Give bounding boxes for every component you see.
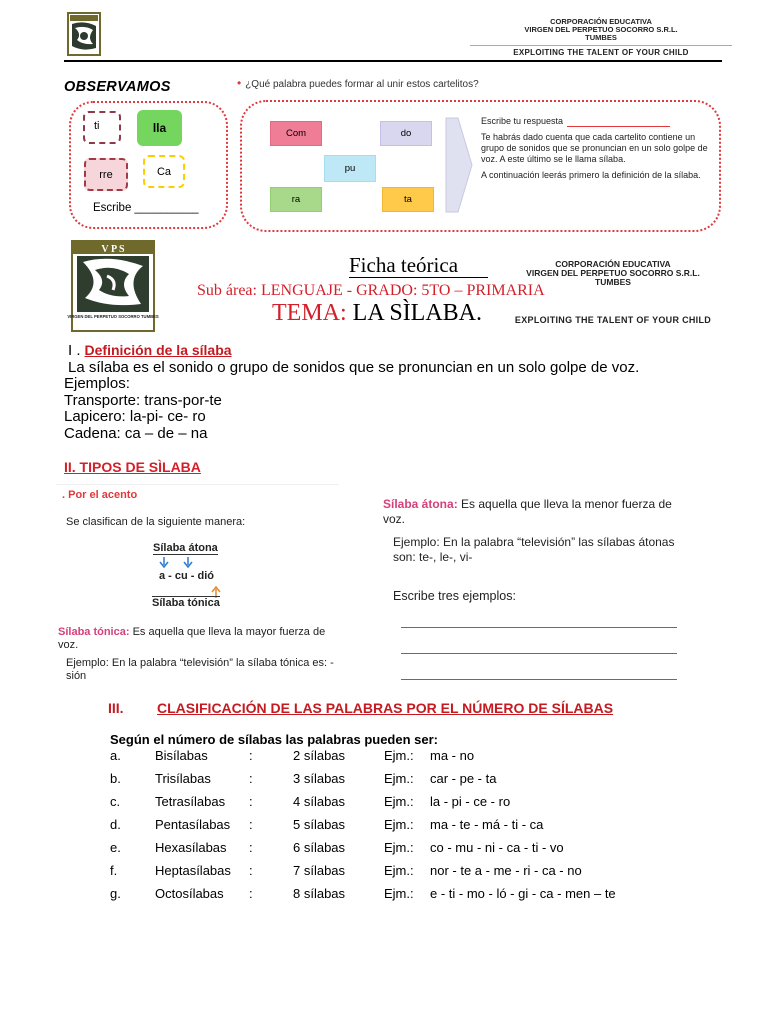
- row-letter: g.: [110, 886, 121, 901]
- row-ejm: Ejm.:: [384, 771, 414, 786]
- row-count: 2 sílabas: [293, 748, 346, 763]
- question: [237, 76, 479, 90]
- row-example: ma - no: [430, 748, 475, 763]
- row-example: ma - te - má - ti - ca: [430, 817, 544, 832]
- row-name: Octosílabas: [155, 886, 224, 901]
- arrow-right-icon: [444, 110, 474, 220]
- row-ejm: Ejm.:: [384, 748, 414, 763]
- down-arrows-icon: [158, 556, 198, 568]
- piece-pu: pu: [324, 155, 376, 182]
- ejemplo-item: Transporte: trans-por-te: [64, 391, 222, 409]
- row-name: Bisílabas: [155, 748, 208, 763]
- definicion-roman: I .: [68, 342, 81, 359]
- card-ca: Ca: [143, 155, 185, 188]
- table-row: [0, 886, 768, 904]
- row-example: e - ti - mo - ló - gi - ca - men – te: [430, 886, 616, 901]
- tipos-title: [64, 459, 201, 475]
- corp-line-1: CORPORACIÓN EDUCATIVA: [550, 17, 652, 26]
- escribe-blank: Escribe __________: [93, 202, 199, 214]
- card-ti: ti: [83, 111, 121, 144]
- ejemplos-label: Ejemplos:: [64, 375, 130, 392]
- tonica-definition: [58, 626, 340, 652]
- atona-term: Sílaba átona:: [383, 497, 458, 511]
- clasificacion-intro: Según el número de sílabas las palabras pueden ser:: [110, 732, 439, 747]
- tonica-term: Sílaba tónica:: [58, 626, 130, 638]
- tonica-example: Ejemplo: En la palabra “televisión” la sílaba tónica es: -sión: [66, 657, 334, 682]
- tema-value: LA SÌLABA: [352, 300, 477, 326]
- answer-line-2[interactable]: [401, 653, 677, 654]
- ficha-corp-line-1: CORPORACIÓN EDUCATIVA: [555, 259, 671, 269]
- row-example: car - pe - ta: [430, 771, 497, 786]
- row-count: 7 sílabas: [293, 863, 346, 878]
- row-ejm: Ejm.:: [384, 886, 414, 901]
- corp-line-3: TUMBES: [585, 33, 617, 42]
- tema-label: TEMA:: [272, 300, 347, 326]
- row-letter: b.: [110, 771, 121, 786]
- observamos-title: OBSERVAMOS: [64, 79, 171, 95]
- table-row: [0, 863, 768, 881]
- row-colon: :: [249, 748, 253, 763]
- tipos-title-text: II. TIPOS DE SÌLABA: [64, 459, 201, 475]
- next-text: A continuación leerás primero la definición de la sílaba.: [481, 170, 701, 180]
- table-row: [0, 771, 768, 789]
- acento-heading: . Por el acento: [62, 489, 138, 501]
- row-letter: f.: [110, 863, 118, 878]
- bullet-icon: •: [237, 76, 242, 90]
- row-colon: :: [249, 840, 253, 855]
- answer-panel: [481, 116, 713, 186]
- atona-diagram-label: Sílaba átona: [153, 542, 218, 554]
- corp-line-2: VIRGEN DEL PERPETUO SOCORRO S.R.L.: [524, 25, 678, 34]
- acudio-example: a - cu - dió: [159, 570, 214, 582]
- tema: TEMA: LA SÌLABA.: [272, 300, 483, 326]
- row-ejm: Ejm.:: [384, 863, 414, 878]
- row-example: nor - te a - me - ri - ca - no: [430, 863, 582, 878]
- school-logo: [67, 240, 159, 332]
- ficha-title: Ficha teórica: [349, 253, 459, 277]
- row-colon: :: [249, 794, 253, 809]
- row-letter: d.: [110, 817, 121, 832]
- table-row: [0, 748, 768, 766]
- answer-blank[interactable]: [567, 119, 670, 127]
- atona-def: Es aquella que lleva la menor fuerza de voz.: [383, 497, 672, 526]
- table-row: [0, 794, 768, 812]
- table-row: [0, 840, 768, 858]
- row-colon: :: [249, 886, 253, 901]
- sub-area: Sub área: LENGUAJE - GRADO: 5TO – PRIMARIA: [197, 282, 545, 299]
- card-rre: rre: [84, 158, 128, 191]
- row-name: Heptasílabas: [155, 863, 231, 878]
- row-name: Hexasílabas: [155, 840, 227, 855]
- ejemplo-item: Lapicero: la-pi- ce- ro: [64, 408, 206, 425]
- row-ejm: Ejm.:: [384, 794, 414, 809]
- row-colon: :: [249, 863, 253, 878]
- clasificacion-title: CLASIFICACIÓN DE LAS PALABRAS POR EL NÚMERO DE SÍLABAS: [157, 700, 614, 716]
- atona-example: Ejemplo: En la palabra “televisión” las sílabas átonas son: te-, le-, vi-: [393, 535, 675, 564]
- row-count: 8 sílabas: [293, 886, 346, 901]
- header-slogan: EXPLOITING THE TALENT OF YOUR CHILD: [470, 45, 732, 57]
- answer-label: Escribe tu respuesta: [481, 116, 564, 126]
- row-example: co - mu - ni - ca - ti - vo: [430, 840, 564, 855]
- ejemplo-item: Cadena: ca – de – na: [64, 424, 208, 442]
- row-colon: :: [249, 771, 253, 786]
- ficha-corp-line-2: VIRGEN DEL PERPETUO SOCORRO S.R.L.: [526, 268, 700, 278]
- row-ejm: Ejm.:: [384, 840, 414, 855]
- logo-letters: V P S: [101, 244, 125, 255]
- clasifican-text: Se clasifican de la siguiente manera:: [66, 516, 246, 528]
- school-logo-small: [67, 12, 101, 56]
- tonica-def: Es aquella que lleva la mayor fuerza de voz.: [58, 626, 326, 651]
- row-letter: c.: [110, 794, 121, 809]
- row-count: 4 sílabas: [293, 794, 346, 809]
- card-lla: lla: [137, 110, 182, 146]
- row-name: Pentasílabas: [155, 817, 231, 832]
- row-letter: a.: [110, 748, 121, 763]
- answer-line-1[interactable]: [401, 627, 677, 628]
- answer-line-3[interactable]: [401, 679, 677, 680]
- header-corporation: [470, 18, 732, 58]
- definicion-heading-text: Definición de la sílaba: [84, 342, 232, 358]
- question-text: ¿Qué palabra puedes formar al unir estos cartelitos?: [245, 79, 479, 90]
- row-example: la - pi - ce - ro: [430, 794, 511, 809]
- ficha-corp-line-3: TUMBES: [595, 277, 631, 287]
- ficha-title-underline: [349, 277, 488, 278]
- row-letter: e.: [110, 840, 121, 855]
- logo-caption: VIRGEN DEL PERPETUO SOCORRO TUMBES: [67, 314, 159, 319]
- atona-definition: [383, 497, 693, 527]
- explanation-text: Te habrás dado cuenta que cada cartelito contiene un grupo de sonidos que se pronuncian en un solo golpe de voz. A este último se le llama sílaba.: [481, 132, 708, 164]
- row-ejm: Ejm.:: [384, 817, 414, 832]
- ficha-slogan: EXPLOITING THE TALENT OF YOUR CHILD: [514, 315, 712, 325]
- header-rule: [64, 60, 722, 62]
- piece-ra: ra: [270, 187, 322, 212]
- piece-ta: ta: [382, 187, 434, 212]
- escribe-tres: Escribe tres ejemplos:: [393, 589, 516, 603]
- piece-com: Com: [270, 121, 322, 146]
- row-count: 5 sílabas: [293, 817, 346, 832]
- ficha-corporation: [500, 260, 726, 325]
- definicion-heading: [64, 342, 639, 360]
- row-count: 3 sílabas: [293, 771, 346, 786]
- definicion-text: La sílaba es el sonido o grupo de sonidos que se pronuncian en un solo golpe de voz.: [68, 358, 640, 376]
- row-name: Tetrasílabas: [155, 794, 226, 809]
- piece-do: do: [380, 121, 432, 146]
- table-row: [0, 817, 768, 835]
- row-count: 6 sílabas: [293, 840, 346, 855]
- row-colon: :: [249, 817, 253, 832]
- clasificacion-roman: III.: [108, 700, 124, 716]
- row-name: Trisílabas: [155, 771, 211, 786]
- definicion-section: [64, 342, 639, 442]
- tonica-diagram-label: Sílaba tónica: [152, 597, 220, 609]
